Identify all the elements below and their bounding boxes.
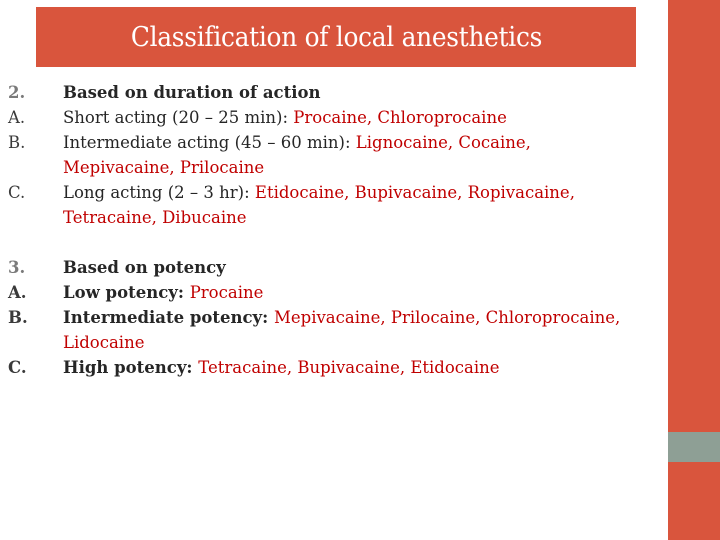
list-item (0, 130, 660, 180)
item-drugs: Mepivacaine, Prilocaine, Chloroprocaine, (273, 308, 621, 327)
item-text (63, 180, 653, 230)
item-text (63, 305, 653, 355)
section-potency (0, 255, 660, 380)
section-heading-row (0, 255, 660, 280)
section-duration (0, 80, 660, 230)
list-item (0, 305, 660, 355)
item-label: Low potency: (63, 283, 190, 302)
item-drugs: Procaine, Chloroprocaine (293, 108, 507, 127)
item-drugs-continued: Tetracaine, Dibucaine (63, 208, 247, 227)
list-item (0, 355, 660, 380)
item-marker: B. (8, 133, 26, 152)
item-marker: B. (8, 308, 28, 327)
item-drugs-continued: Mepivacaine, Prilocaine (63, 158, 265, 177)
list-item (0, 280, 660, 305)
item-marker: C. (8, 183, 26, 202)
side-accent-bar-gray (668, 432, 720, 462)
side-accent-bar-bottom (668, 462, 720, 540)
item-marker: A. (8, 283, 27, 302)
item-drugs: Procaine (189, 283, 264, 302)
item-text (63, 105, 653, 130)
item-label: Intermediate potency: (63, 308, 274, 327)
slide-content (0, 80, 660, 380)
side-accent-bar-top (668, 0, 720, 432)
item-marker: C. (8, 358, 27, 377)
item-label: Short acting (20 – 25 min): (63, 108, 294, 127)
section-number: 2. (8, 83, 26, 102)
item-text (63, 355, 653, 380)
list-item (0, 180, 660, 230)
item-label: Long acting (2 – 3 hr): (63, 183, 255, 202)
item-text (63, 130, 653, 180)
item-drugs: Lignocaine, Cocaine, (355, 133, 531, 152)
slide-title: Classification of local anesthetics (130, 21, 542, 53)
section-heading-row (0, 80, 660, 105)
item-drugs: Tetracaine, Bupivacaine, Etidocaine (198, 358, 500, 377)
section-heading: Based on potency (63, 258, 226, 277)
item-label: Intermediate acting (45 – 60 min): (63, 133, 356, 152)
item-drugs: Etidocaine, Bupivacaine, Ropivacaine, (254, 183, 575, 202)
section-number: 3. (8, 258, 26, 277)
item-label: High potency: (63, 358, 199, 377)
item-marker: A. (8, 108, 26, 127)
title-banner (36, 7, 636, 67)
list-item (0, 105, 660, 130)
item-text (63, 280, 653, 305)
section-heading: Based on duration of action (63, 83, 321, 102)
item-drugs-continued: Lidocaine (63, 333, 145, 352)
